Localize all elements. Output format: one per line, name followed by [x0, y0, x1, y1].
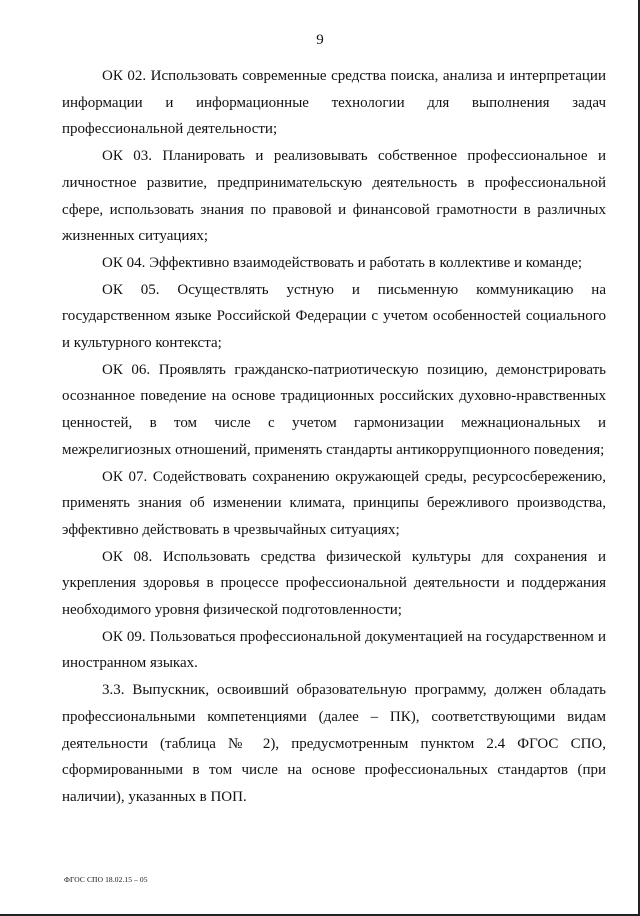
paragraph-ok02: ОК 02. Использовать современные средства поиска, анализа и интерпретации информации и информационные технологии для выполнения задач профессиональной деятельности; [62, 68, 606, 138]
paragraph-ok04: ОК 04. Эффективно взаимодействовать и работать в коллективе и команде; [102, 254, 583, 271]
paragraph-ok07: ОК 07. Содействовать сохранению окружающей среды, ресурсосбережению, применять знания об изменении климата, принципы бережливого производства, эффективно действовать в чрезвычайных ситуациях; [62, 468, 606, 538]
page-number: 9 [316, 32, 324, 48]
paragraph-ok05: ОК 05. Осуществлять устную и письменную коммуникацию на государственном языке Российской Федерации с учетом особенностей социального и культурного контекста; [62, 281, 606, 352]
page-body [62, 63, 606, 811]
paragraph-ok09: ОК 09. Пользоваться профессиональной документацией на государственном и иностранном языках. [62, 628, 606, 672]
paragraph-section-3-3: 3.3. Выпускник, освоивший образовательную программу, должен обладать профессиональными компетенциями (далее – ПК), соответствующими видам деятельности (таблица № 2), предусмотренным пунктом 2.4 ФГОС СПО, сформированными в том числе на основе профессиональных стандартов (при наличии), указанных в ПОП. [62, 682, 606, 805]
paragraph-ok06: ОК 06. Проявлять гражданско-патриотическую позицию, демонстрировать осознанное поведение на основе традиционных российских духовно-нравственных ценностей, в том числе с учетом гармонизации межнациональных и межрелигиозных отношений, применять стандарты антикоррупционного поведения; [62, 361, 606, 458]
footer-document-code: ФГОС СПО 18.02.15 – 05 [64, 875, 148, 884]
paragraph-ok03: ОК 03. Планировать и реализовывать собственное профессиональное и личностное развитие, предпринимательскую деятельность в профессиональной сфере, использовать знания по правовой и финансовой грамотности в различных жизненных ситуациях; [62, 148, 606, 245]
paragraph-ok08: ОК 08. Использовать средства физической культуры для сохранения и укрепления здоровья в процессе профессиональной деятельности и поддержания необходимого уровня физической подготовленности; [62, 548, 606, 619]
